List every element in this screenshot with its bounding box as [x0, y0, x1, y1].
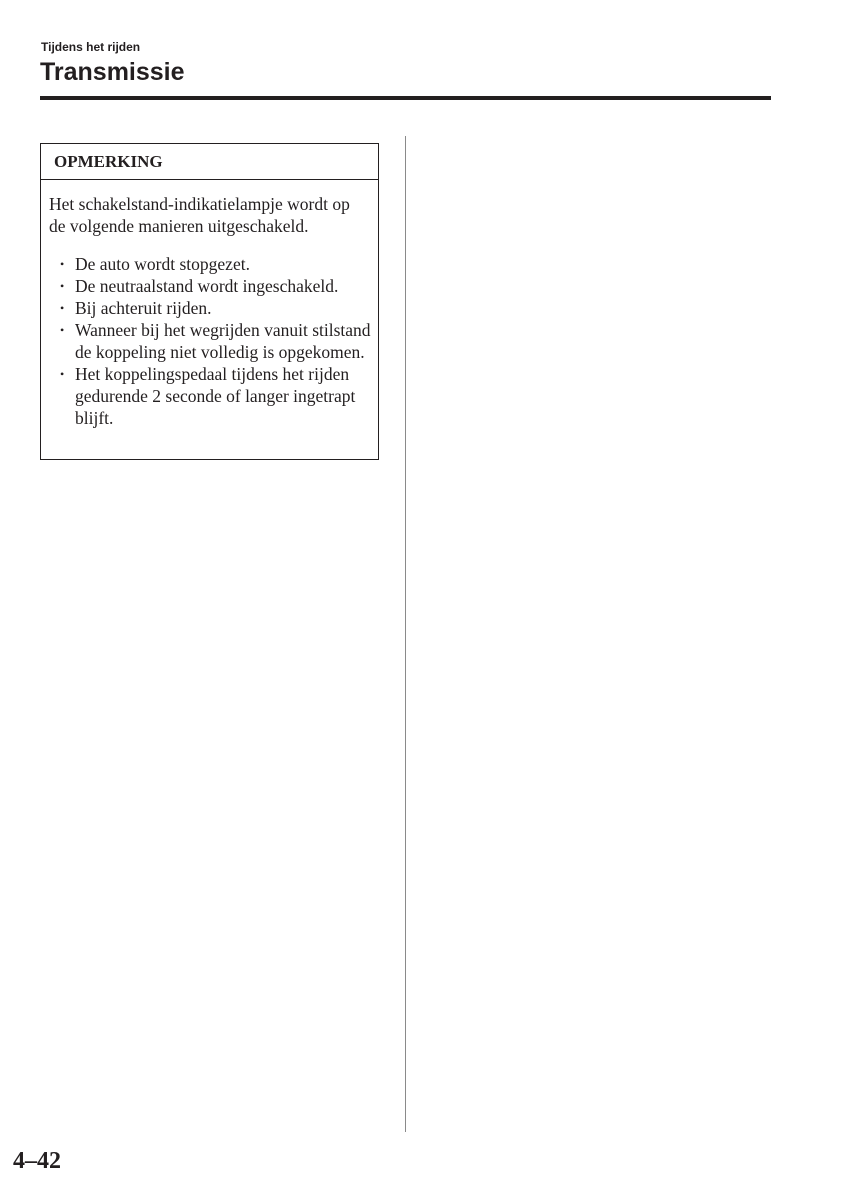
bullet-icon: •	[60, 301, 65, 315]
title-rule	[40, 96, 771, 100]
list-item-text: Het koppelingspedaal tijdens het rijden gedurende 2 seconde of langer ingetrapt blijft.	[75, 364, 356, 428]
note-list	[41, 253, 378, 429]
note-intro: Het schakelstand-indikatielampje wordt op de volgende manieren uitgeschakeld.	[49, 194, 350, 236]
list-item-text: De neutraalstand wordt ingeschakeld.	[75, 276, 339, 296]
section-label: Tijdens het rijden	[41, 40, 141, 54]
bullet-icon: •	[60, 367, 65, 381]
list-item	[60, 253, 374, 275]
list-item-text: Bij achteruit rijden.	[75, 298, 212, 318]
list-item	[60, 275, 374, 297]
bullet-icon: •	[60, 279, 65, 293]
list-item	[60, 363, 374, 429]
note-heading: OPMERKING	[41, 144, 378, 180]
bullet-icon: •	[60, 323, 65, 337]
page-title: Transmissie	[40, 58, 185, 86]
list-item	[60, 319, 374, 363]
page-number: 4–42	[13, 1148, 61, 1174]
note-box	[40, 143, 379, 460]
list-item	[60, 297, 374, 319]
bullet-icon: •	[60, 257, 65, 271]
column-divider	[405, 136, 406, 1132]
list-item-text: Wanneer bij het wegrijden vanuit stilstand de koppeling niet volledig is opgekomen.	[75, 320, 371, 362]
list-item-text: De auto wordt stopgezet.	[75, 254, 250, 274]
